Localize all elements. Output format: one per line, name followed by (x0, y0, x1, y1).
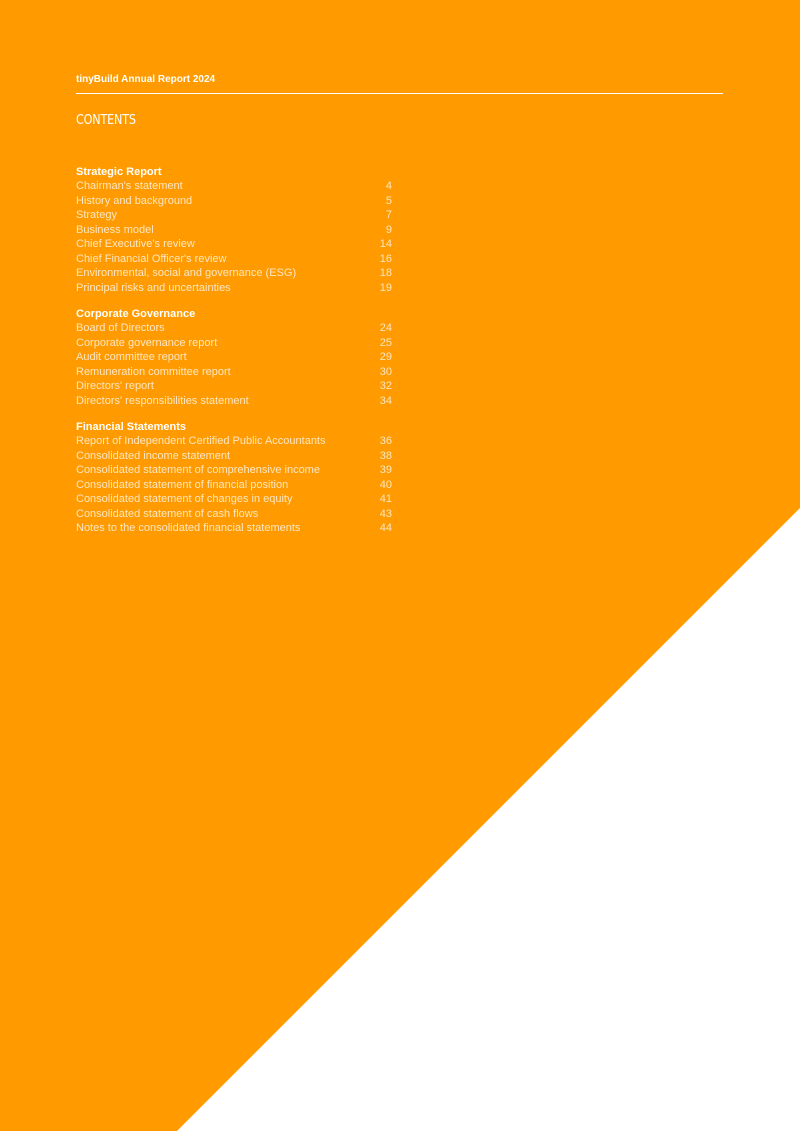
toc-entry[interactable] (76, 223, 392, 238)
toc-entry-page: 39 (379, 464, 392, 476)
section-title: Strategic Report (76, 166, 162, 178)
contents-heading: CONTENTS (76, 113, 136, 128)
toc-entry-label: Consolidated statement of cash flows (76, 507, 259, 520)
table-of-contents (76, 165, 392, 548)
toc-entry[interactable] (76, 507, 392, 522)
toc-entry-page: 38 (379, 449, 392, 462)
toc-entry[interactable] (76, 379, 392, 394)
toc-section-financial-statements (76, 420, 392, 536)
toc-entry-label: Notes to the consolidated financial statements (76, 522, 301, 534)
toc-entry-label: History and background (76, 194, 193, 207)
toc-entry[interactable] (76, 237, 392, 252)
toc-entry[interactable] (76, 208, 392, 223)
toc-entry-label: Corporate governance report (76, 336, 218, 349)
toc-entry[interactable] (76, 434, 392, 449)
toc-entry-label: Chairman's statement (76, 180, 183, 192)
toc-entry-label: Consolidated income statement (76, 449, 231, 462)
toc-entry[interactable] (76, 394, 392, 409)
toc-entry[interactable] (76, 266, 392, 281)
toc-entry-page: 5 (385, 194, 392, 207)
toc-entry-label: Report of Independent Certified Public Accountants (76, 435, 326, 447)
toc-entry-page: 25 (379, 336, 392, 349)
toc-entry-page: 43 (379, 507, 392, 520)
toc-entry[interactable] (76, 194, 392, 209)
toc-entry-page: 7 (385, 209, 392, 221)
toc-entry-page: 29 (379, 351, 392, 363)
report-header-title: tinyBuild Annual Report 2024 (76, 74, 216, 85)
toc-entry[interactable] (76, 492, 392, 507)
toc-entry-label: Consolidated statement of comprehensive income (76, 464, 320, 476)
section-title: Financial Statements (76, 421, 187, 433)
toc-entry-page: 40 (379, 478, 392, 491)
toc-entry-page: 4 (385, 180, 392, 192)
toc-section-strategic-report (76, 165, 392, 295)
toc-entry-page: 18 (379, 267, 392, 279)
toc-entry[interactable] (76, 321, 392, 336)
toc-entry-label: Principal risks and uncertainties (76, 281, 231, 294)
toc-entry-label: Consolidated statement of changes in equity (76, 493, 293, 505)
toc-entry[interactable] (76, 252, 392, 267)
toc-entry[interactable] (76, 478, 392, 493)
toc-entry-page: 19 (379, 281, 392, 294)
section-title: Corporate Governance (76, 308, 196, 320)
toc-entry-label: Board of Directors (76, 322, 165, 334)
toc-entry-page: 32 (379, 380, 392, 392)
toc-entry-label: Remuneration committee report (76, 365, 231, 378)
toc-entry[interactable] (76, 350, 392, 365)
toc-entry-label: Consolidated statement of financial position (76, 478, 289, 491)
toc-section-corporate-governance (76, 307, 392, 408)
toc-entry-page: 44 (379, 522, 392, 534)
toc-entry[interactable] (76, 521, 392, 536)
toc-entry[interactable] (76, 365, 392, 380)
toc-entry[interactable] (76, 281, 392, 296)
toc-entry-page: 36 (379, 435, 392, 447)
toc-entry[interactable] (76, 463, 392, 478)
toc-entry-label: Strategy (76, 209, 117, 221)
toc-entry-page: 34 (379, 394, 392, 407)
toc-entry-page: 30 (379, 365, 392, 378)
toc-entry-page: 9 (385, 223, 392, 236)
toc-entry-page: 16 (379, 252, 392, 265)
toc-entry-page: 14 (379, 238, 392, 250)
toc-entry-label: Environmental, social and governance (ESG) (76, 267, 297, 279)
toc-entry-page: 41 (379, 493, 392, 505)
toc-entry-label: Business model (76, 223, 154, 236)
toc-entry-label: Directors' responsibilities statement (76, 394, 249, 407)
toc-entry-label: Chief Financial Officer's review (76, 252, 227, 265)
header-divider (76, 93, 723, 94)
toc-entry[interactable] (76, 336, 392, 351)
toc-entry[interactable] (76, 179, 392, 194)
toc-entry-label: Directors' report (76, 380, 154, 392)
toc-entry[interactable] (76, 449, 392, 464)
toc-entry-label: Audit committee report (76, 351, 187, 363)
toc-entry-label: Chief Executive's review (76, 238, 195, 250)
toc-entry-page: 24 (379, 322, 392, 334)
